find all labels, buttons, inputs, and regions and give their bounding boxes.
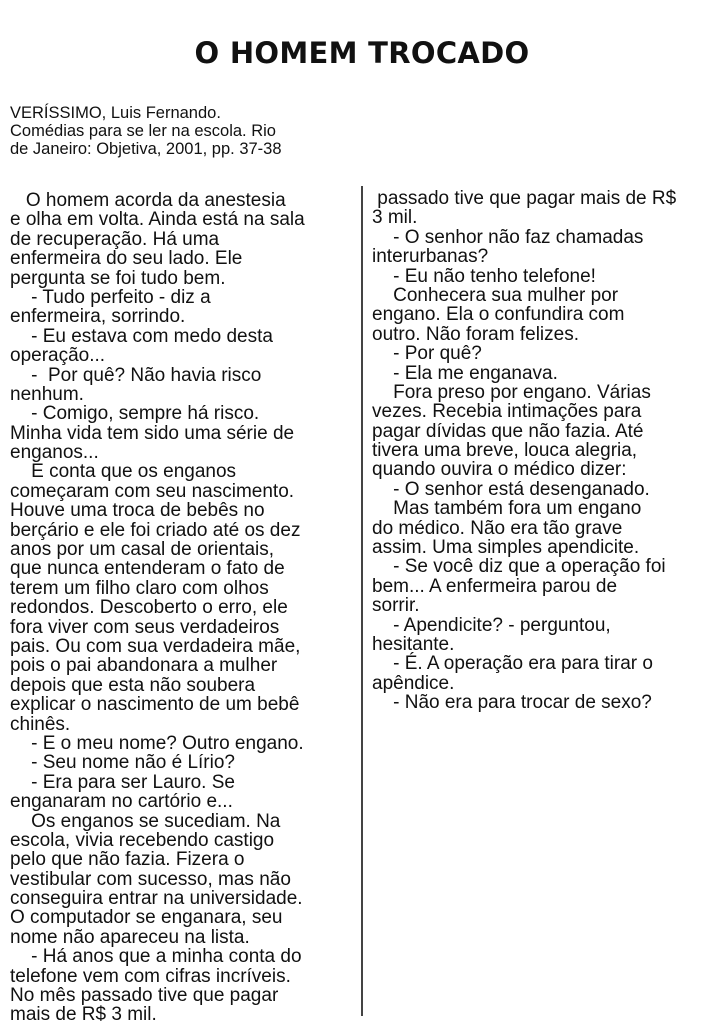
text-line: Os enganos se sucediam. Na [10,810,281,832]
text-line: nenhum. [10,383,84,405]
text-line: Conhecera sua mulher por [372,284,619,306]
text-line: - Por quê? [372,343,482,365]
text-line: vestibular com sucesso, mas não [10,868,291,890]
text-line: que nunca entenderam o fato de [10,558,285,580]
text-line: enfermeira do seu lado. Ele [10,248,243,270]
text-line: - Apendicite? - perguntou, [372,614,611,636]
text-line: - Se você diz que a operação foi [372,556,666,578]
text-line: e olha em volta. Ainda está na sala [10,209,305,231]
text-line: enganaram no cartório e... [10,791,233,813]
text-line: O computador se enganara, seu [10,907,283,929]
text-line: - O senhor está desenganado. [372,478,650,500]
text-line: pergunta se foi tudo bem. [10,267,226,289]
column-divider [361,186,363,1016]
text-line: passado tive que pagar mais de R$ [372,188,677,209]
text-line: quando ouvira o médico dizer: [372,459,627,481]
text-line: Houve uma troca de bebês no [10,500,265,522]
citation [10,104,282,158]
text-line: - Era para ser Lauro. Se [10,771,235,793]
text-line: nome não apareceu na lista. [10,926,250,948]
text-line: chinês. [10,713,71,735]
text-line: anos por um casal de orientais, [10,539,275,561]
text-line: começaram com seu nascimento. [10,480,295,502]
text-line: O homem acorda da anestesia [10,190,286,211]
text-line: - É. A operação era para tirar o [372,653,653,675]
text-line: - Tudo perfeito - diz a [10,286,211,308]
text-line: interurbanas? [372,246,489,268]
text-line: redondos. Descoberto o erro, ele [10,597,288,619]
text-line: telefone vem com cifras incríveis. [10,965,291,987]
text-line: conseguira entrar na universidade. [10,888,303,910]
text-line: 3 mil. [372,207,418,229]
text-line: terem um filho claro com olhos [10,577,269,599]
text-line: - Há anos que a minha conta do [10,946,302,968]
text-line: - Eu estava com medo desta [10,325,273,347]
text-line: escola, vivia recebendo castigo [10,829,275,851]
left-text-column [10,191,350,1025]
text-line: - Eu não tenho telefone! [372,265,596,287]
text-line: assim. Uma simples apendicite. [372,537,640,559]
text-line: tivera uma breve, louca alegria, [372,440,638,462]
text-line: do médico. Não era tão grave [372,517,623,539]
text-line: Fora preso por engano. Várias [372,381,651,403]
right-text-column [372,189,718,713]
citation-line: Comédias para se ler na escola. Rio [10,122,276,140]
text-line: depois que esta não soubera [10,674,256,696]
text-line: - O senhor não faz chamadas [372,226,644,248]
text-line: mais de R$ 3 mil. [10,1004,157,1025]
text-line: Minha vida tem sido uma série de [10,422,295,444]
citation-line: de Janeiro: Objetiva, 2001, pp. 37-38 [10,140,282,158]
text-line: berçário e ele foi criado até os dez [10,519,301,541]
text-line: de recuperação. Há uma [10,228,220,250]
text-line: bem... A enfermeira parou de [372,575,618,597]
text-line: pelo que não fazia. Fizera o [10,849,245,871]
text-line: engano. Ela o confundira com [372,304,625,326]
text-line: sorrir. [372,595,420,617]
text-line: pois o pai abandonara a mulher [10,655,278,677]
text-line: - Comigo, sempre há risco. [10,403,260,425]
text-line: operação... [10,345,106,367]
text-line: - Ela me enganava. [372,362,558,384]
citation-line: VERÍSSIMO, Luis Fernando. [10,104,221,122]
text-line: fora viver com seus verdadeiros [10,616,280,638]
page-title: O HOMEM TROCADO [194,36,530,70]
text-line: enganos... [10,442,99,464]
text-line: pagar dívidas que não fazia. Até [372,420,644,442]
text-line: E conta que os enganos [10,461,237,483]
text-line: explicar o nascimento de um bebê [10,694,300,716]
text-line: outro. Não foram felizes. [372,323,579,345]
text-line: pais. Ou com sua verdadeira mãe, [10,635,301,657]
text-line: enfermeira, sorrindo. [10,306,186,328]
text-line: No mês passado tive que pagar [10,985,279,1007]
text-line: apêndice. [372,672,455,694]
text-line: - E o meu nome? Outro engano. [10,732,304,754]
text-line: Mas também fora um engano [372,498,642,520]
text-line: - Por quê? Não havia risco [10,364,262,386]
text-line: - Seu nome não é Lírio? [10,752,235,774]
text-line: vezes. Recebia intimações para [372,401,642,423]
text-line: hesitante. [372,633,455,655]
text-line: - Não era para trocar de sexo? [372,692,652,714]
